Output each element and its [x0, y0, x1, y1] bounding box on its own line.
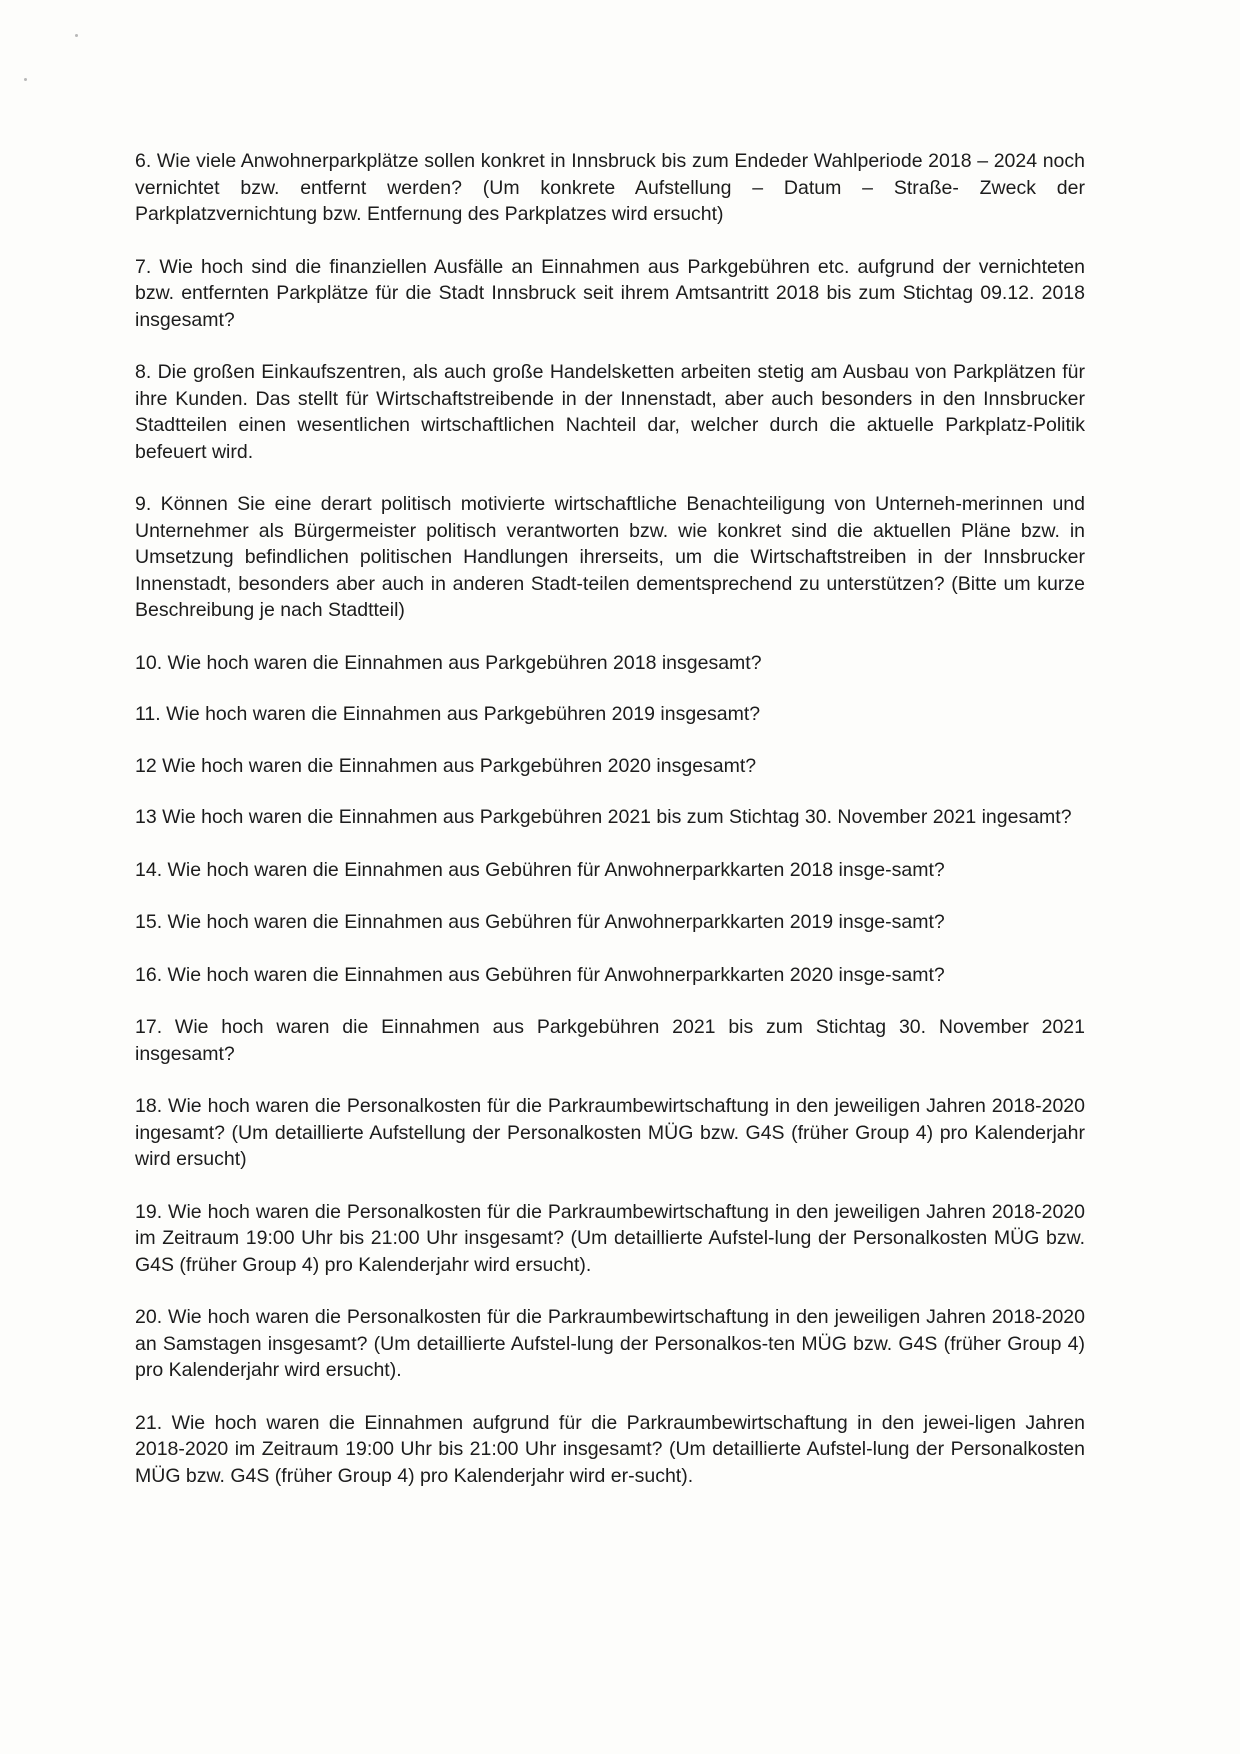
question-21: 21. Wie hoch waren die Einnahmen aufgrund für die Parkraumbewirtschaftung in den jewei-ligen Jahren 2018-2020 im Zeitraum 19:00 Uhr bis 21:00 Uhr insgesamt? (Um detaillierte Aufstel-lung der Personalkosten MÜG bzw. G4S (früher Group 4) pro Kalenderjahr wird er-sucht). — [135, 1411, 1085, 1487]
question-6: 6. Wie viele Anwohnerparkplätze sollen konkret in Innsbruck bis zum Endeder Wahlperiode 2018 – 2024 noch vernichtet bzw. entfernt werden? (Um konkrete Aufstellung – Datum – Straße- Zweck der Parkplatzvernichtung bzw. Entfernung des Parkplatzes wird ersucht) — [135, 150, 1085, 225]
question-7: 7. Wie hoch sind die finanziellen Ausfälle an Einnahmen aus Parkgebühren etc. aufgrund der vernichteten bzw. entfernten Parkplätze für die Stadt Innsbruck seit ihrem Amtsantritt 2018 bis zum Stichtag 09.12. 2018 insgesamt? — [135, 255, 1085, 331]
question-16: 16. Wie hoch waren die Einnahmen aus Gebühren für Anwohnerparkkarten 2020 insge-samt? — [135, 963, 945, 986]
question-12: 12 Wie hoch waren die Einnahmen aus Parkgebühren 2020 insgesamt? — [135, 754, 757, 777]
scan-speck — [75, 34, 78, 37]
question-14: 14. Wie hoch waren die Einnahmen aus Gebühren für Anwohnerparkkarten 2018 insge-samt? — [135, 858, 945, 881]
question-10: 10. Wie hoch waren die Einnahmen aus Parkgebühren 2018 insgesamt? — [135, 651, 762, 674]
question-20: 20. Wie hoch waren die Personalkosten für die Parkraumbewirtschaftung in den jeweiligen Jahren 2018-2020 an Samstagen insgesamt? (Um detaillierte Aufstel-lung der Personalkos-ten MÜG bzw. G4S (früher Group 4) pro Kalenderjahr wird ersucht). — [135, 1306, 1085, 1381]
document-body — [135, 148, 1085, 1515]
scan-speck — [24, 78, 27, 81]
question-9: 9. Können Sie eine derart politisch motivierte wirtschaftliche Benachteiligung von Unterneh-merinnen und Unternehmer als Bürgermeister politisch verantworten bzw. wie konkret sind die aktuellen Pläne bzw. in Umsetzung befindlichen politischen Handlungen ihrerseits, um die Wirtschaftstreiben in der Innsbrucker Innenstadt, besonders aber auch in anderen Stadt-teilen dementsprechend zu unterstützen? (Bitte um kurze Beschreibung je nach Stadtteil) — [135, 493, 1085, 621]
paragraph-8: 8. Die großen Einkaufszentren, als auch große Handelsketten arbeiten stetig am Ausbau von Parkplätzen für ihre Kunden. Das stellt für Wirtschaftstreibende in der Innenstadt, aber auch besonders in den Innsbrucker Stadtteilen einen wesentlichen wirtschaftlichen Nachteil dar, welcher durch die aktuelle Parkplatz-Politik befeuert wird. — [135, 361, 1085, 463]
question-15: 15. Wie hoch waren die Einnahmen aus Gebühren für Anwohnerparkkarten 2019 insge-samt? — [135, 911, 945, 933]
question-19: 19. Wie hoch waren die Personalkosten für die Parkraumbewirtschaftung in den jeweiligen Jahren 2018-2020 im Zeitraum 19:00 Uhr bis 21:00 Uhr insgesamt? (Um detaillierte Aufstel-lung der Personalkosten MÜG bzw. G4S (früher Group 4) pro Kalenderjahr wird ersucht). — [135, 1200, 1085, 1276]
question-11: 11. Wie hoch waren die Einnahmen aus Parkgebühren 2019 insgesamt? — [135, 703, 761, 725]
question-13: 13 Wie hoch waren die Einnahmen aus Parkgebühren 2021 bis zum Stichtag 30. November 2021 ingesamt? — [135, 806, 1072, 828]
question-17: 17. Wie hoch waren die Einnahmen aus Parkgebühren 2021 bis zum Stichtag 30. November 2021 insgesamt? — [135, 1016, 1085, 1065]
question-18: 18. Wie hoch waren die Personalkosten für die Parkraumbewirtschaftung in den jeweiligen Jahren 2018-2020 ingesamt? (Um detaillierte Aufstellung der Personalkosten MÜG bzw. G4S (früher Group 4) pro Kalenderjahr wird ersucht) — [135, 1095, 1085, 1170]
